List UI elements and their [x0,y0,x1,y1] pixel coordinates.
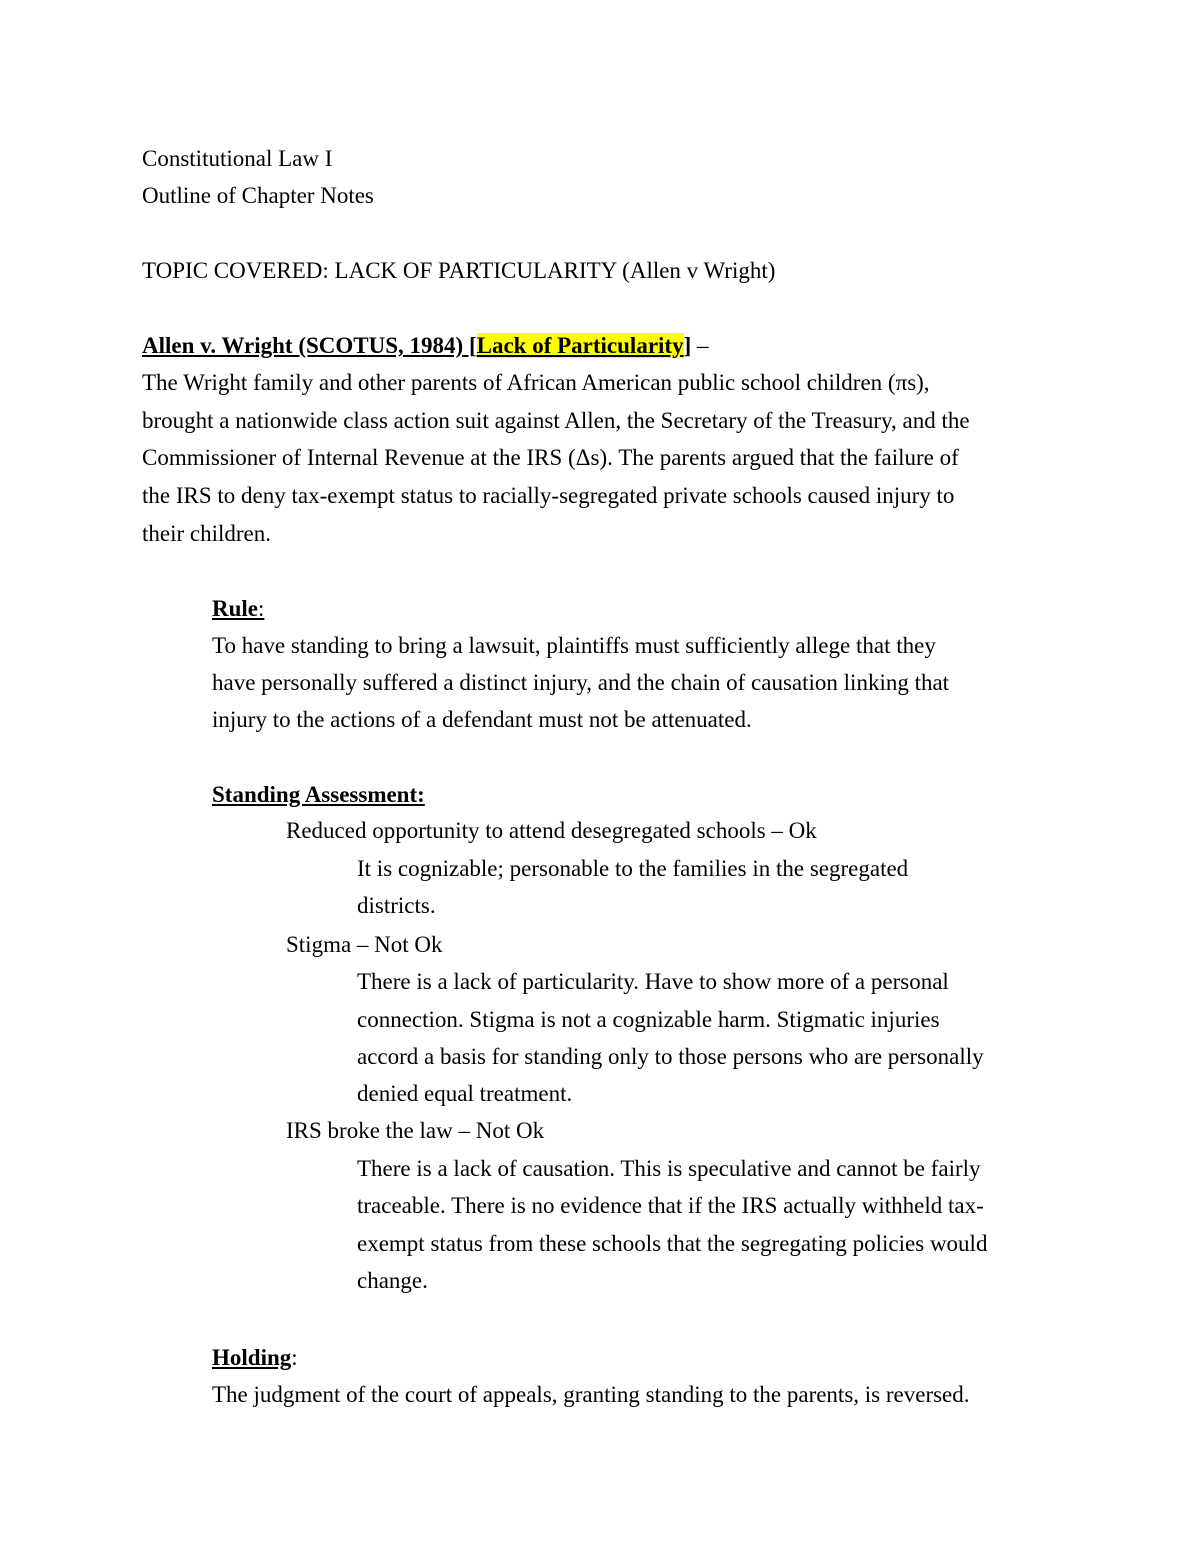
facts-line: brought a nationwide class action suit against Allen, the Secretary of the Treasury, and the [142,408,970,433]
rule-line: have personally suffered a distinct injury, and the chain of causation linking that [212,670,950,695]
standing-explanation-line: districts. [357,893,436,918]
rule-heading [212,595,264,623]
rule-heading-colon: : [258,596,265,621]
standing-heading: Standing Assessment: [212,782,425,807]
facts-line: their children. [142,521,272,546]
rule-heading-text: Rule [212,596,258,621]
holding-heading [212,1344,298,1372]
rule-line: injury to the actions of a defendant must not be attenuated. [212,707,752,732]
document-subtitle: Outline of Chapter Notes [142,183,374,208]
standing-explanation-line: There is a lack of causation. This is speculative and cannot be fairly [357,1156,981,1181]
standing-explanation-line: exempt status from these schools that the segregating policies would [357,1231,988,1256]
case-dash: – [691,333,709,358]
standing-explanation-line: traceable. There is no evidence that if the IRS actually withheld tax- [357,1193,984,1218]
holding-text: The judgment of the court of appeals, granting standing to the parents, is reversed. [212,1382,970,1407]
standing-explanation-line: accord a basis for standing only to those persons who are personally [357,1044,984,1069]
standing-claim: Reduced opportunity to attend desegregated schools – Ok [286,818,817,843]
standing-claim: Stigma – Not Ok [286,932,443,957]
standing-explanation-line: connection. Stigma is not a cognizable harm. Stigmatic injuries [357,1007,940,1032]
facts-line: the IRS to deny tax-exempt status to racially-segregated private schools caused injury to [142,483,955,508]
standing-explanation-line: There is a lack of particularity. Have to show more of a personal [357,969,949,994]
case-bracket-close: ] [683,333,692,358]
standing-claim: IRS broke the law – Not Ok [286,1118,545,1143]
case-title: Allen v. Wright (SCOTUS, 1984) [142,333,464,358]
standing-explanation-line: It is cognizable; personable to the families in the segregated [357,856,909,881]
standing-explanation-line: change. [357,1268,428,1293]
facts-line: The Wright family and other parents of African American public school children (πs), [142,370,930,395]
case-bracket-open: [ [463,333,477,358]
case-tag-highlight: Lack of Particularity [476,333,684,358]
holding-heading-text: Holding [212,1345,292,1370]
facts-line: Commissioner of Internal Revenue at the IRS (Δs). The parents argued that the failure of [142,445,959,470]
topic-line: TOPIC COVERED: LACK OF PARTICULARITY (Allen v Wright) [142,258,776,283]
standing-explanation-line: denied equal treatment. [357,1081,573,1106]
holding-heading-colon: : [291,1345,298,1370]
course-title: Constitutional Law I [142,146,333,171]
rule-line: To have standing to bring a lawsuit, plaintiffs must sufficiently allege that they [212,633,936,658]
case-heading [142,332,709,360]
